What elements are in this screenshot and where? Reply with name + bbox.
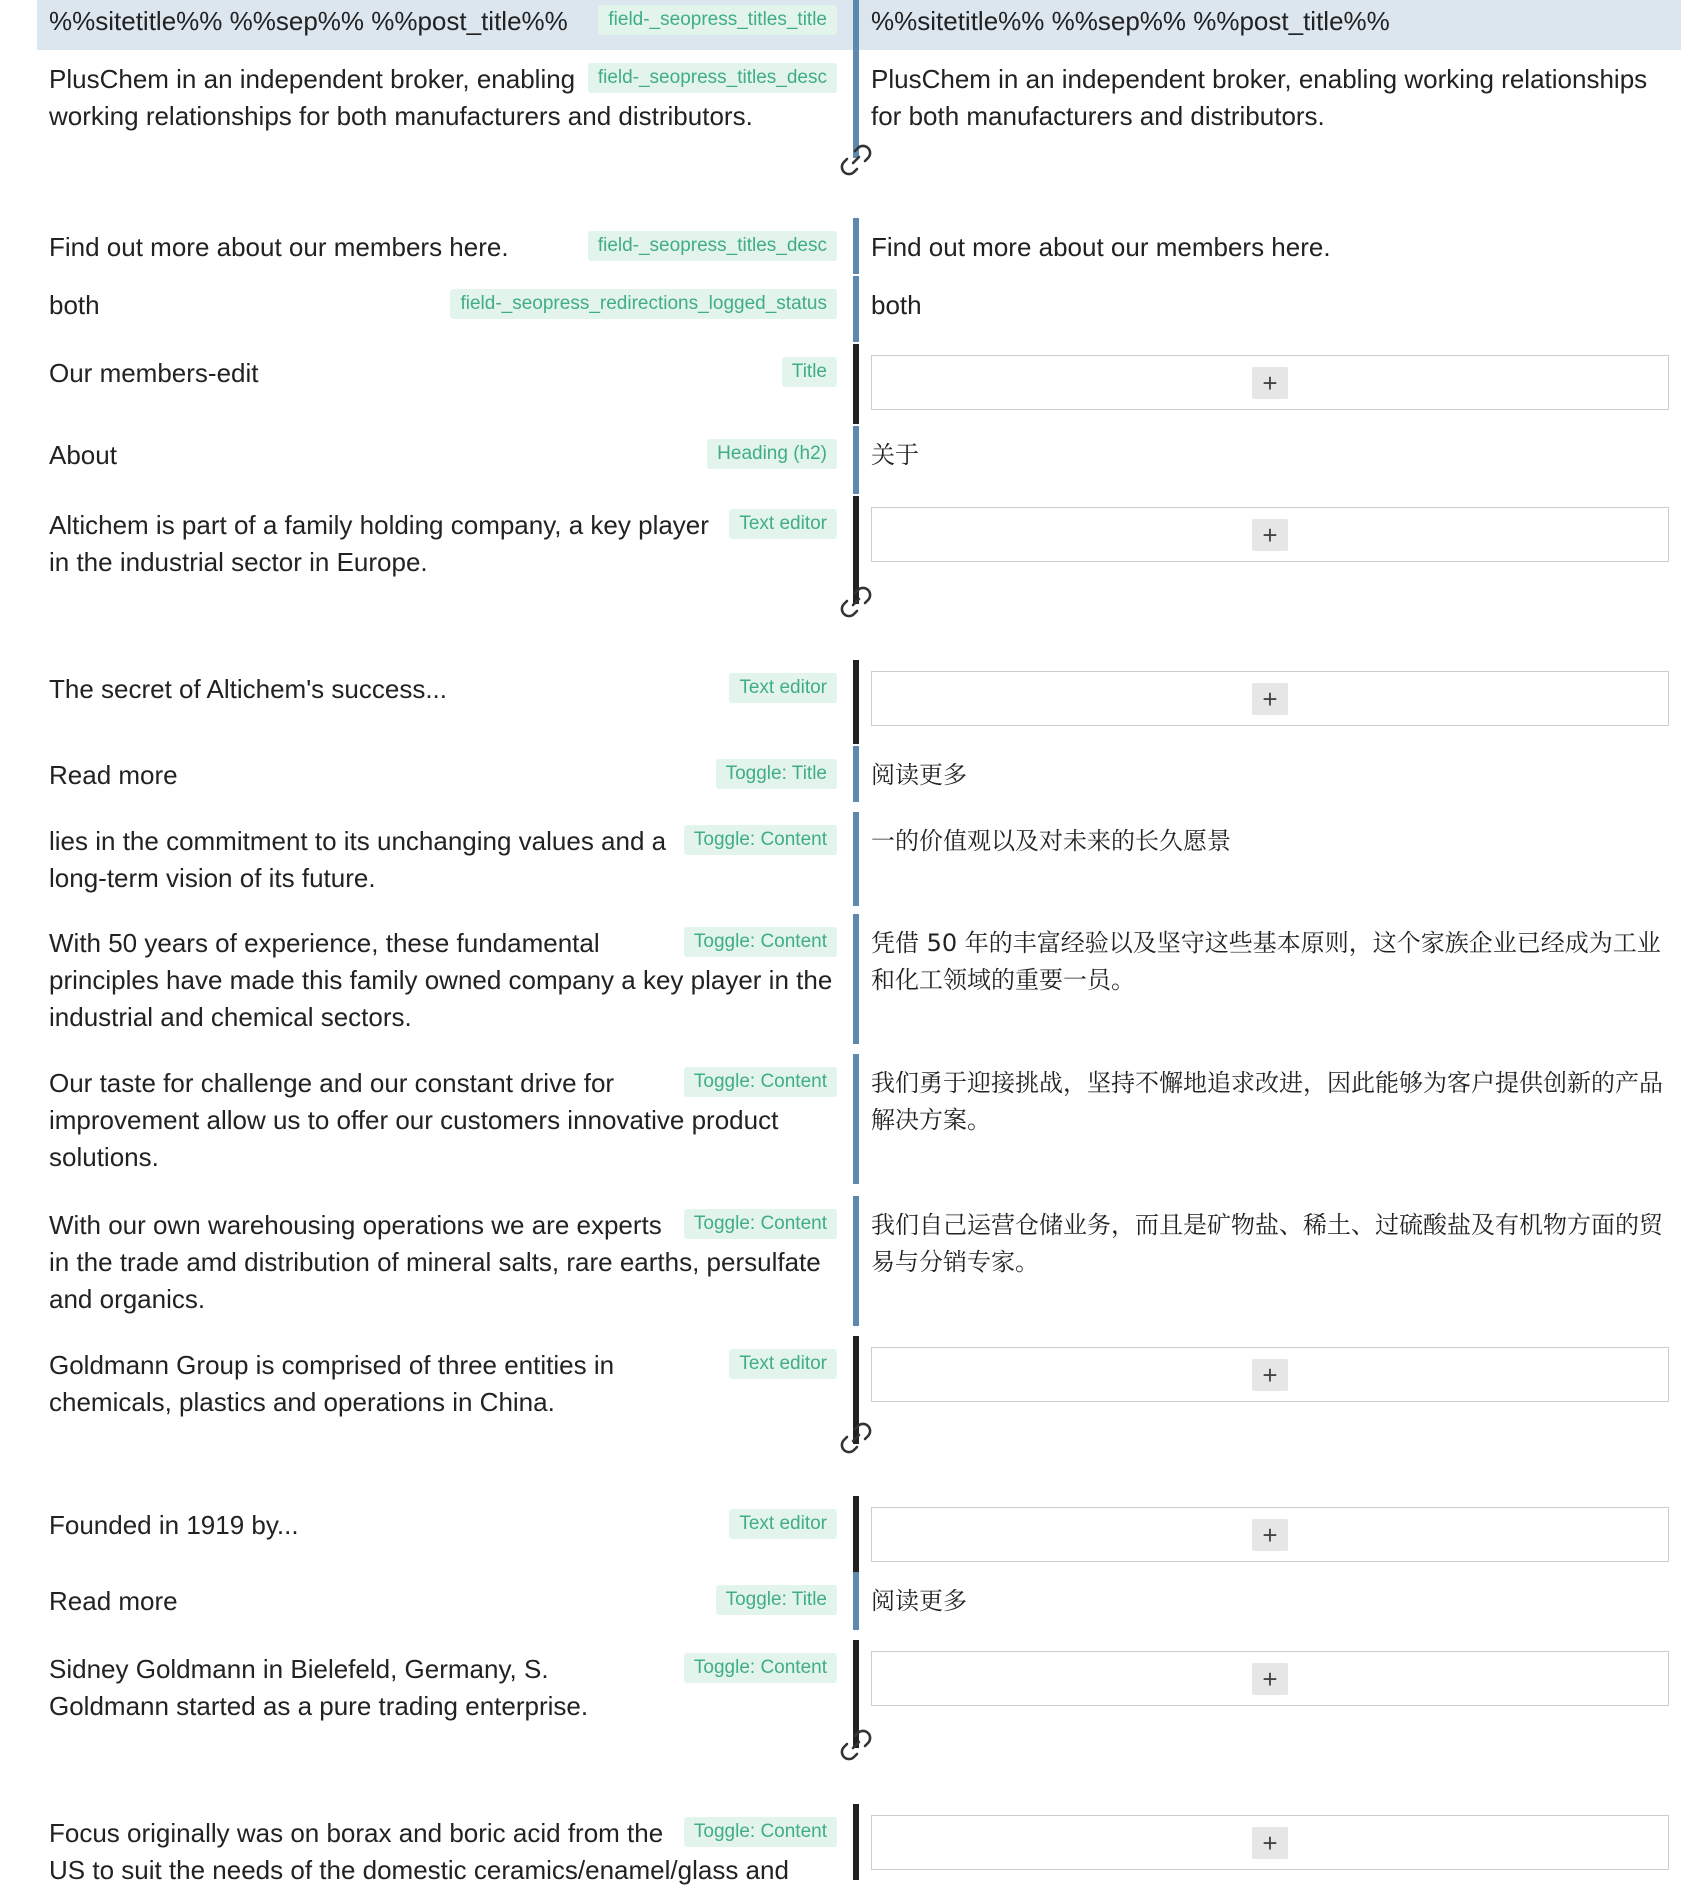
translation-text[interactable]: 我们勇于迎接挑战，坚持不懈地追求改进，因此能够为客户提供创新的产品解决方案。 — [871, 1069, 1663, 1134]
status-bar-translated — [853, 746, 859, 802]
empty-translation-field[interactable] — [871, 1651, 1669, 1706]
source-text — [49, 671, 837, 708]
translation-text[interactable]: 我们自己运营仓储业务，而且是矿物盐、稀土、过硫酸盐及有机物方面的贸易与分销专家。 — [871, 1211, 1663, 1276]
translation-text[interactable]: Find out more about our members here. — [871, 232, 1331, 262]
field-type-badge: Text editor — [729, 673, 837, 703]
field-type-badge: field-_seopress_redirections_logged_status — [450, 289, 837, 319]
link-icon[interactable] — [834, 580, 878, 624]
source-text — [49, 355, 837, 392]
translation-row — [0, 1196, 1708, 1326]
source-string: both — [49, 290, 100, 320]
translation-text[interactable]: 一的价值观以及对未来的长久愿景 — [871, 827, 1231, 855]
source-string: Focus originally was on borax and boric acid from the US to suit the needs of the domestic ceramics/enamel/glass and — [49, 1818, 789, 1885]
status-bar-translated — [853, 914, 859, 1044]
status-bar-translated — [853, 1054, 859, 1184]
plus-icon[interactable]: + — [1252, 683, 1288, 715]
field-type-badge: Toggle: Content — [684, 1653, 837, 1683]
translation-row — [0, 426, 1708, 494]
plus-icon[interactable]: + — [1252, 519, 1288, 551]
field-type-badge: Text editor — [729, 509, 837, 539]
source-text — [49, 3, 837, 40]
status-bar-translated — [853, 1196, 859, 1326]
translation-text[interactable]: 阅读更多 — [871, 761, 967, 789]
field-type-badge: Toggle: Content — [684, 1067, 837, 1097]
translation-row — [0, 218, 1708, 274]
empty-translation-field[interactable] — [871, 507, 1669, 562]
empty-translation-field[interactable] — [871, 671, 1669, 726]
source-text — [49, 1651, 837, 1725]
plus-icon[interactable]: + — [1252, 1519, 1288, 1551]
translation-row — [0, 1572, 1708, 1630]
field-type-badge: field-_seopress_titles_desc — [588, 231, 837, 261]
status-bar-untranslated — [853, 1496, 859, 1580]
source-string: PlusChem in an independent broker, enabling working relationships for both manufacturers and distributors. — [49, 64, 753, 131]
empty-translation-field[interactable] — [871, 1507, 1669, 1562]
source-text — [49, 925, 837, 1036]
source-text — [49, 1207, 837, 1318]
source-string: Read more — [49, 760, 178, 790]
translation-row — [0, 344, 1708, 424]
status-bar-translated — [853, 0, 859, 50]
status-bar-translated — [853, 218, 859, 274]
translation-row — [0, 1496, 1708, 1580]
source-text — [49, 1583, 837, 1620]
source-text — [49, 61, 837, 135]
source-text — [49, 1507, 837, 1544]
status-bar-translated — [853, 426, 859, 494]
source-string: Read more — [49, 1586, 178, 1616]
translation-row — [37, 0, 1681, 50]
field-type-badge: Toggle: Title — [716, 759, 837, 789]
source-string: With our own warehousing operations we are experts in the trade amd distribution of mineral salts, rare earths, persulfate and organics. — [49, 1210, 821, 1314]
source-string: The secret of Altichem's success... — [49, 674, 447, 704]
source-string: Goldmann Group is comprised of three entities in chemicals, plastics and operations in China. — [49, 1350, 615, 1417]
translation-row — [0, 276, 1708, 342]
translation-row — [0, 812, 1708, 906]
source-text — [49, 757, 837, 794]
link-icon[interactable] — [834, 138, 878, 182]
translation-row — [0, 1804, 1708, 1885]
translation-row — [0, 914, 1708, 1044]
source-text — [49, 1815, 837, 1889]
translation-text[interactable]: PlusChem in an independent broker, enabling working relationships for both manufacturers and distributors. — [871, 64, 1648, 131]
translation-text[interactable]: 阅读更多 — [871, 1587, 967, 1615]
translation-row — [0, 1054, 1708, 1184]
plus-icon[interactable]: + — [1252, 367, 1288, 399]
field-type-badge: Text editor — [729, 1349, 837, 1379]
translation-row — [0, 746, 1708, 802]
status-bar-translated — [853, 812, 859, 906]
source-string: %%sitetitle%% %%sep%% %%post_title%% — [49, 6, 568, 36]
empty-translation-field[interactable] — [871, 1815, 1669, 1870]
empty-translation-field[interactable] — [871, 355, 1669, 410]
field-type-badge: Title — [782, 357, 837, 387]
source-text — [49, 823, 837, 897]
source-string: With 50 years of experience, these fundamental principles have made this family owned company a key player in the industrial and chemical sectors. — [49, 928, 833, 1032]
source-text — [49, 507, 837, 581]
plus-icon[interactable]: + — [1252, 1359, 1288, 1391]
source-string: lies in the commitment to its unchanging values and a long-term vision of its future. — [49, 826, 667, 893]
field-type-badge: Toggle: Title — [716, 1585, 837, 1615]
status-bar-untranslated — [853, 660, 859, 744]
status-bar-translated — [853, 276, 859, 342]
field-type-badge: field-_seopress_titles_title — [598, 5, 837, 35]
translation-text[interactable]: %%sitetitle%% %%sep%% %%post_title%% — [871, 6, 1390, 36]
status-bar-translated — [853, 1572, 859, 1630]
plus-icon[interactable]: + — [1252, 1827, 1288, 1859]
source-text — [49, 229, 837, 266]
translation-text[interactable]: both — [871, 290, 922, 320]
translation-text[interactable]: 凭借 50 年的丰富经验以及坚守这些基本原则，这个家族企业已经成为工业和化工领域的重要一员。 — [871, 929, 1661, 994]
status-bar-untranslated — [853, 344, 859, 424]
status-bar-untranslated — [853, 1804, 859, 1880]
field-type-badge: Text editor — [729, 1509, 837, 1539]
source-text — [49, 287, 837, 324]
source-text — [49, 1065, 837, 1176]
translation-row — [0, 660, 1708, 744]
source-string: About — [49, 440, 117, 470]
source-string: Our taste for challenge and our constant drive for improvement allow us to offer our customers innovative product solutions. — [49, 1068, 779, 1172]
link-icon[interactable] — [834, 1416, 878, 1460]
translation-text[interactable]: 关于 — [871, 441, 919, 469]
link-icon[interactable] — [834, 1723, 878, 1767]
source-string: Our members-edit — [49, 358, 259, 388]
source-string: Altichem is part of a family holding company, a key player in the industrial sector in Europe. — [49, 510, 709, 577]
source-text — [49, 1347, 837, 1421]
field-type-badge: Toggle: Content — [684, 1817, 837, 1847]
source-string: Find out more about our members here. — [49, 232, 509, 262]
source-string: Sidney Goldmann in Bielefeld, Germany, S. Goldmann started as a pure trading enterprise. — [49, 1654, 589, 1721]
field-type-badge: Heading (h2) — [707, 439, 837, 469]
source-string: Founded in 1919 by... — [49, 1510, 299, 1540]
field-type-badge: Toggle: Content — [684, 1209, 837, 1239]
plus-icon[interactable]: + — [1252, 1663, 1288, 1695]
source-text — [49, 437, 837, 474]
field-type-badge: field-_seopress_titles_desc — [588, 63, 837, 93]
field-type-badge: Toggle: Content — [684, 927, 837, 957]
field-type-badge: Toggle: Content — [684, 825, 837, 855]
empty-translation-field[interactable] — [871, 1347, 1669, 1402]
